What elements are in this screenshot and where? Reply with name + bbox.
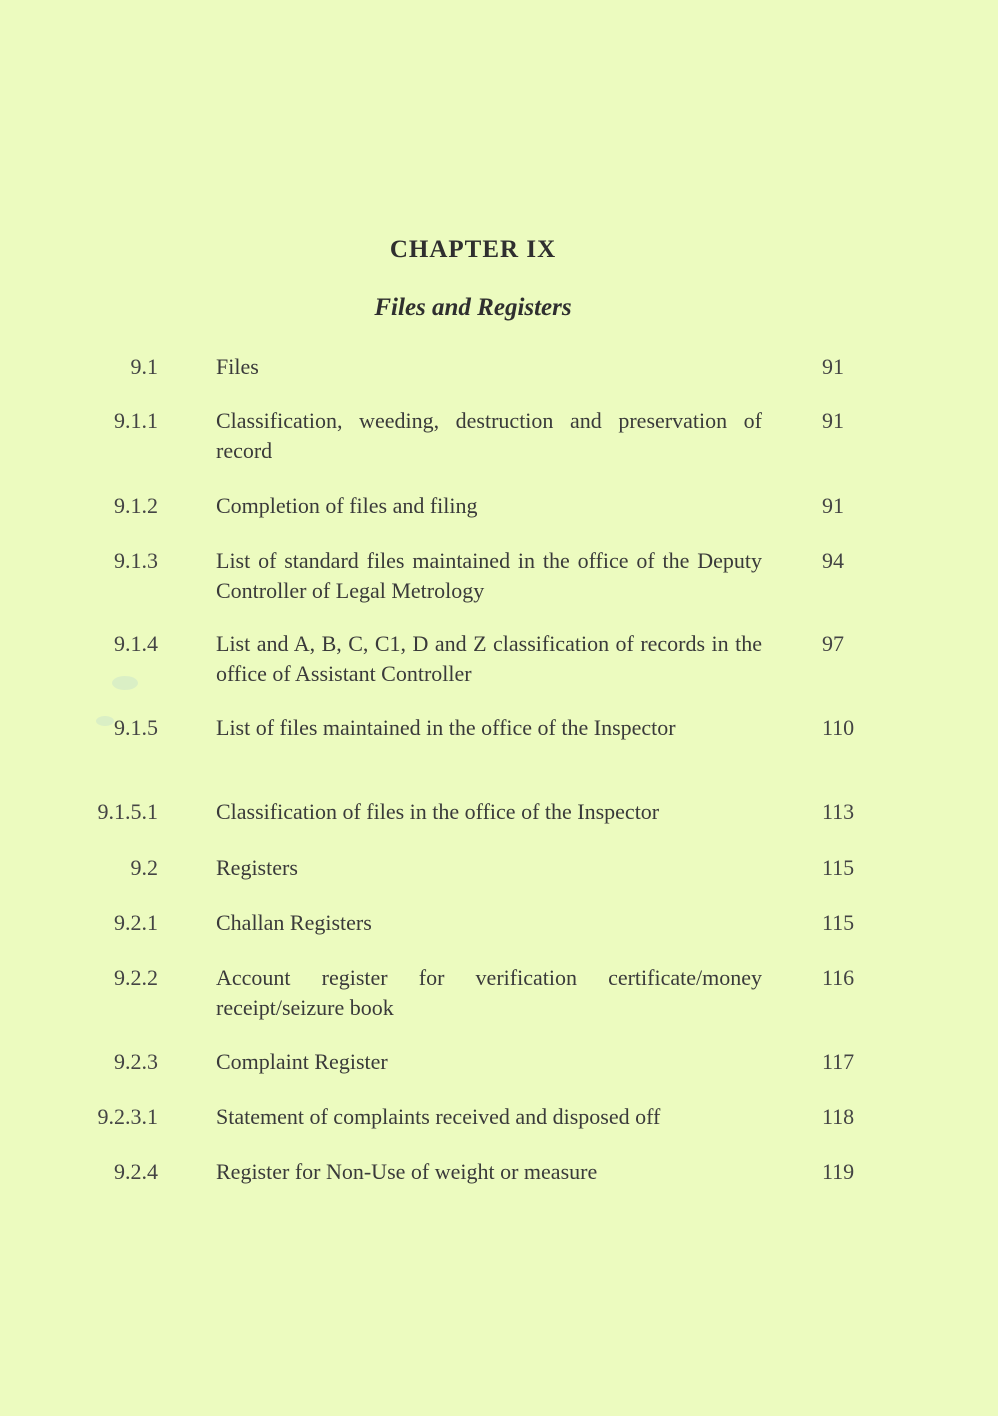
toc-entry-number: 9.2.4 <box>114 1159 158 1184</box>
toc-entry-page: 117 <box>822 1049 855 1074</box>
toc-entry-number: 9.1.5 <box>114 715 158 740</box>
toc-entry-title: Classification, weeding, destruction and preservation of record <box>216 408 762 463</box>
scan-speck <box>112 676 138 690</box>
toc-entry-number: 9.1.5.1 <box>97 799 158 824</box>
toc-entry-number: 9.1.2 <box>114 493 158 518</box>
scan-speck <box>96 716 114 726</box>
toc-entry-page: 118 <box>822 1104 855 1129</box>
toc-entry-title: Statement of complaints received and disposed off <box>216 1104 661 1129</box>
chapter-title: CHAPTER IX <box>389 236 557 263</box>
toc-entry-page: 113 <box>822 799 855 824</box>
toc-entry-number: 9.1.1 <box>114 408 158 433</box>
toc-entry-page: 115 <box>822 855 855 880</box>
toc-entry-page: 115 <box>822 910 855 935</box>
toc-entry-page: 91 <box>822 493 844 518</box>
toc-entry-title: Account register for verification certificate/money receipt/seizure book <box>216 965 762 1020</box>
toc-entry-page: 116 <box>822 965 855 990</box>
toc-entry-title: List of standard files maintained in the office of the Deputy Controller of Legal Metrology <box>216 548 762 603</box>
toc-entry-page: 91 <box>822 354 844 379</box>
toc-entry-title: Challan Registers <box>216 910 372 935</box>
toc-entry-page: 94 <box>822 548 844 573</box>
toc-entry-number: 9.1.4 <box>114 631 158 656</box>
toc-entry-title: Registers <box>216 855 298 880</box>
toc-entry-number: 9.2.3.1 <box>97 1104 158 1129</box>
toc-entry-number: 9.2.1 <box>114 910 158 935</box>
toc-entry-number: 9.1.3 <box>114 548 158 573</box>
toc-entry-page: 97 <box>822 631 844 656</box>
toc-entry-page: 91 <box>822 408 844 433</box>
toc-entry-number: 9.2 <box>130 855 158 880</box>
toc-entry-page: 110 <box>822 715 855 740</box>
toc-entry-title: Files <box>216 354 259 379</box>
toc-entry-page: 119 <box>822 1159 855 1184</box>
toc-entry-title: Complaint Register <box>216 1049 388 1074</box>
toc-entry-title: Register for Non-Use of weight or measure <box>216 1159 598 1184</box>
toc-entry-number: 9.2.3 <box>114 1049 158 1074</box>
chapter-subtitle: Files and Registers <box>374 294 572 321</box>
toc-entry-title: List and A, B, C, C1, D and Z classification of records in the office of Assistant Controller <box>216 631 762 686</box>
toc-entry-title: Completion of files and filing <box>216 493 478 518</box>
toc-entry-title: Classification of files in the office of the Inspector <box>216 799 660 824</box>
toc-entry-title: List of files maintained in the office of the Inspector <box>216 715 676 740</box>
toc-entry-number: 9.1 <box>130 354 158 379</box>
toc-entry-number: 9.2.2 <box>114 965 158 990</box>
